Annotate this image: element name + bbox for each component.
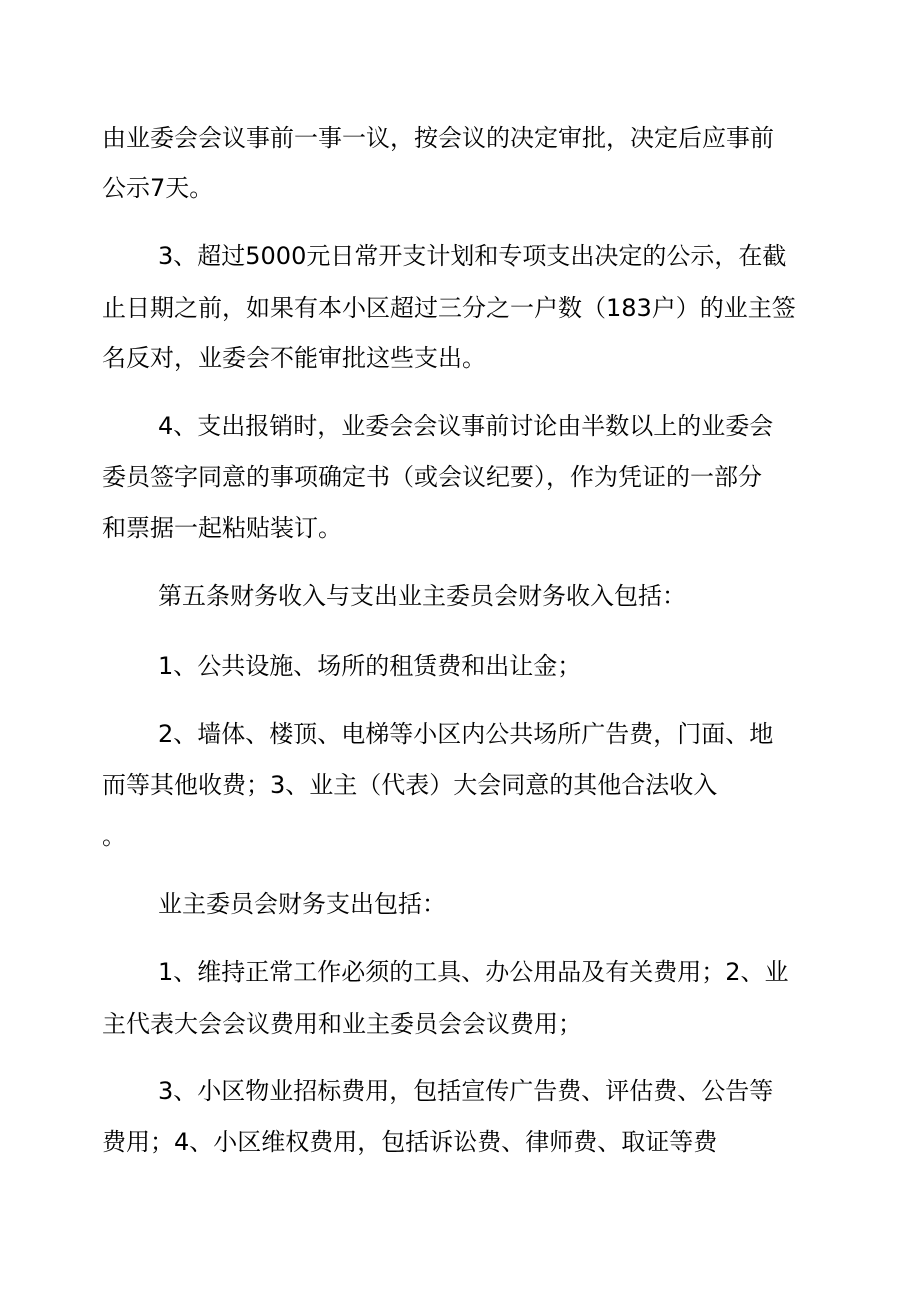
text-line: 。 bbox=[102, 822, 126, 850]
text-line: 而等其他收费；3、业主（代表）大会同意的其他合法收入 bbox=[102, 771, 718, 799]
text-line: 主代表大会会议费用和业主委员会会议费用； bbox=[102, 1010, 582, 1038]
text-line: 1、公共设施、场所的租赁费和出让金； bbox=[158, 652, 582, 680]
text-line: 由业委会会议事前一事一议，按会议的决定审批，决定后应事前 bbox=[102, 124, 774, 152]
text-line: 业主委员会财务支出包括： bbox=[158, 890, 446, 918]
text-line: 费用；4、小区维权费用，包括诉讼费、律师费、取证等费 bbox=[102, 1128, 718, 1156]
text-line: 3、小区物业招标费用，包括宣传广告费、评估费、公告等 bbox=[158, 1077, 774, 1105]
text-line: 和票据一起粘贴装订。 bbox=[102, 514, 342, 542]
text-line: 委员签字同意的事项确定书（或会议纪要），作为凭证的一部分 bbox=[102, 463, 762, 491]
text-line: 1、维持正常工作必须的工具、办公用品及有关费用；2、业 bbox=[158, 958, 789, 986]
text-line: 名反对，业委会不能审批这些支出。 bbox=[102, 344, 486, 372]
text-line: 公示7天。 bbox=[102, 174, 214, 202]
text-line: 4、支出报销时，业委会会议事前讨论由半数以上的业委会 bbox=[158, 412, 774, 440]
text-line: 2、墙体、楼顶、电梯等小区内公共场所广告费，门面、地 bbox=[158, 720, 774, 748]
text-line: 止日期之前，如果有本小区超过三分之一户数（183户）的业主签 bbox=[102, 294, 796, 322]
text-line: 3、超过5000元日常开支计划和专项支出决定的公示，在截 bbox=[158, 242, 787, 270]
text-line: 第五条财务收入与支出业主委员会财务收入包括： bbox=[158, 582, 686, 610]
